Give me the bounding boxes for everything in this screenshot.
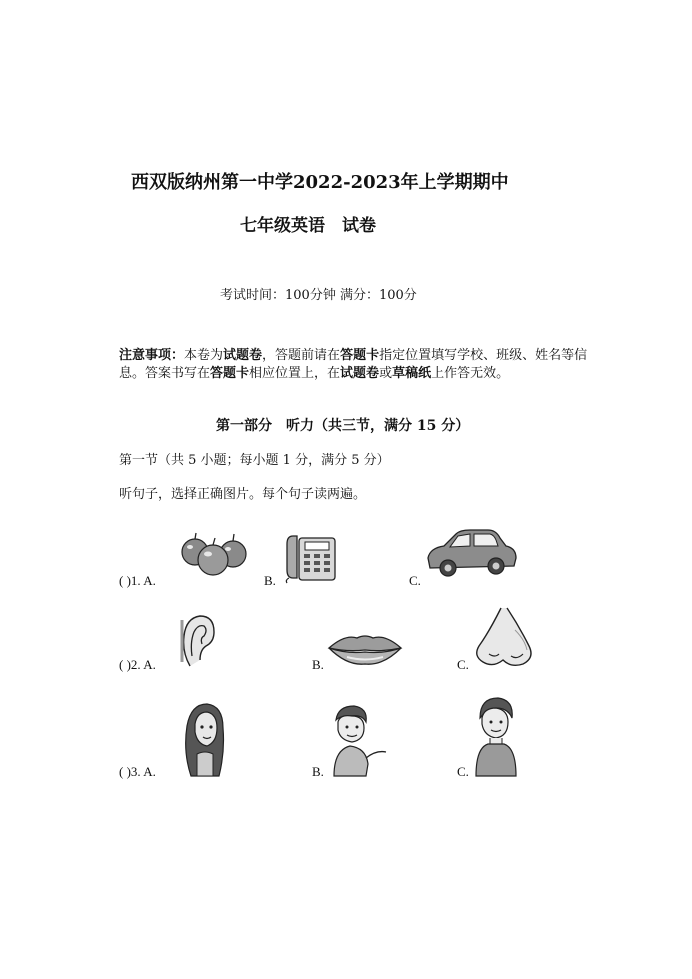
notice-text: 相应位置上，在	[249, 366, 341, 381]
woman-icon	[472, 696, 520, 776]
notice-paragraph	[119, 347, 589, 383]
ear-icon	[176, 612, 218, 668]
boy-icon	[326, 704, 388, 776]
notice-keyword: 试题卷	[340, 366, 380, 381]
question-2-number: ( )2. A.	[119, 657, 156, 672]
car-icon	[424, 528, 518, 580]
notice-text: 上作答无效。	[431, 366, 510, 381]
notice-keyword: 试题卷	[223, 348, 263, 363]
notice-keyword: 答题卡	[210, 366, 250, 381]
nose-icon	[471, 606, 537, 672]
section1-heading: 第一节（共 5 小题；每小题 1 分，满分 5 分）	[119, 453, 390, 468]
question-1-option-b: B.	[264, 573, 276, 588]
lips-icon	[327, 630, 403, 666]
telephone-icon	[283, 530, 339, 584]
question-1-option-c: C.	[409, 573, 421, 588]
exam-title: 西双版纳州第一中学2022-2023年上学期期中	[131, 172, 509, 193]
notice-text: ，答题前请在	[262, 348, 341, 363]
apples-icon	[178, 530, 250, 580]
notice-keyword: 答题卡	[340, 348, 380, 363]
section1-instruction: 听句子，选择正确图片。每个句子读两遍。	[119, 487, 367, 502]
question-3-number: ( )3. A.	[119, 764, 156, 779]
part1-heading: 第一部分 听力（共三节，满分 15 分）	[216, 418, 470, 434]
question-3-option-c: C.	[457, 764, 469, 779]
notice-text: 本卷为	[184, 348, 224, 363]
question-2-option-c: C.	[457, 657, 469, 672]
question-1-number: ( )1. A.	[119, 573, 156, 588]
notice-text: 或	[379, 366, 393, 381]
girl-icon	[177, 702, 229, 776]
question-3-option-b: B.	[312, 764, 324, 779]
notice-text: 指定位置填写学校、班级、姓名等信息。答案书写在	[119, 348, 588, 381]
exam-subtitle: 七年级英语 试卷	[240, 216, 376, 236]
question-2-option-b: B.	[312, 657, 324, 672]
exam-info: 考试时间：100分钟 满分：100分	[220, 288, 417, 303]
notice-keyword: 草稿纸	[392, 366, 432, 381]
notice-label: 注意事项：	[119, 348, 185, 363]
